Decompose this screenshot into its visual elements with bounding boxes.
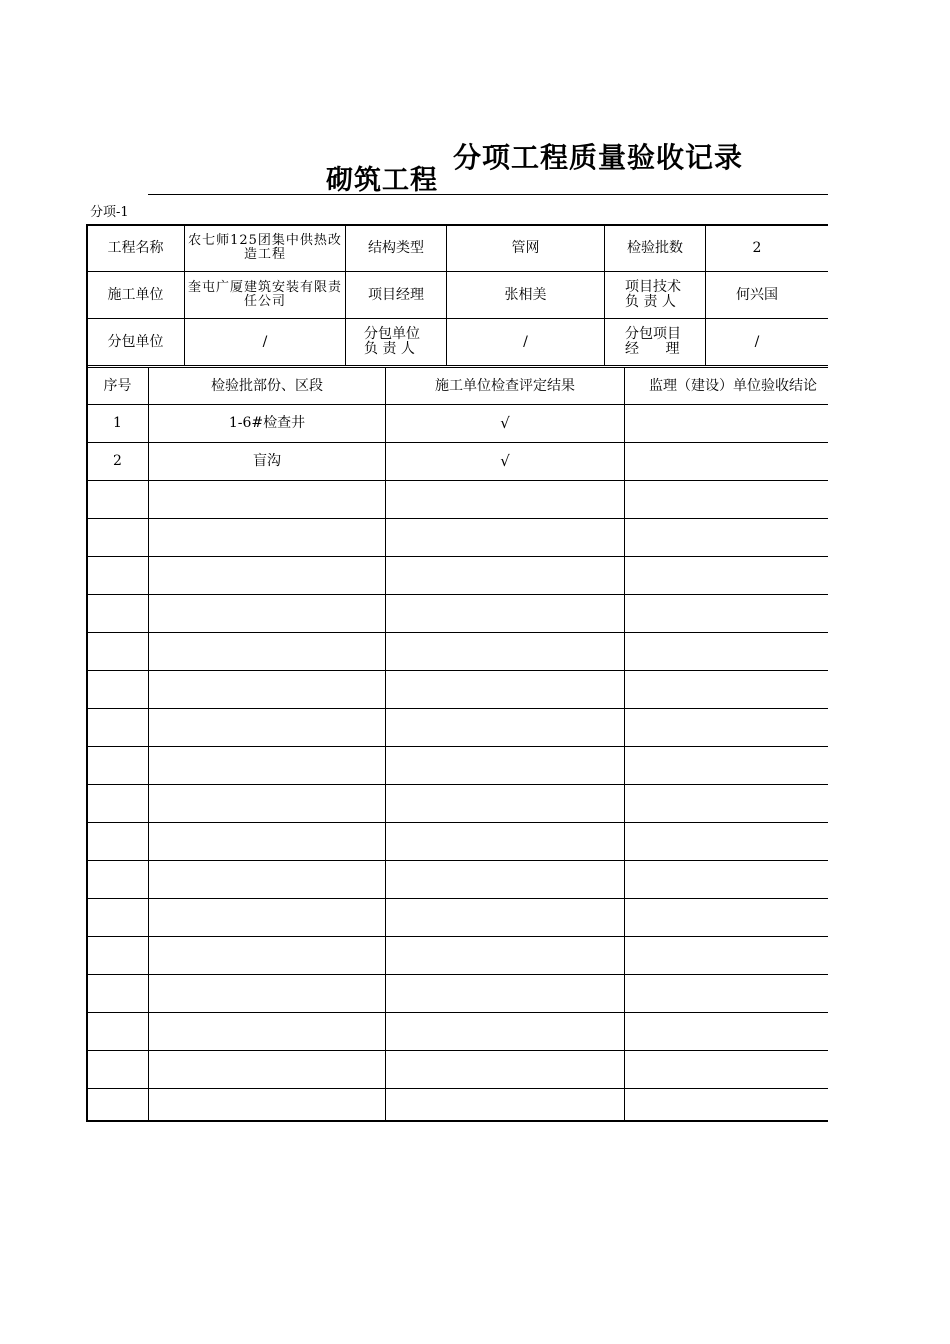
inspection-form xyxy=(86,224,828,1122)
empty-cell xyxy=(149,747,386,785)
empty-cell xyxy=(625,747,829,785)
empty-cell xyxy=(87,823,149,861)
empty-cell xyxy=(386,861,625,899)
empty-cell xyxy=(149,633,386,671)
empty-cell xyxy=(386,671,625,709)
empty-cell xyxy=(625,823,829,861)
empty-cell xyxy=(386,481,625,519)
empty-cell xyxy=(87,899,149,937)
empty-cell xyxy=(87,557,149,595)
sub-lead-label-line-1: 分包单位 xyxy=(364,326,420,342)
table-row-empty xyxy=(87,785,829,823)
form-code: 分项-1 xyxy=(90,205,129,220)
table-row-empty xyxy=(87,557,829,595)
table-row-empty xyxy=(87,861,829,899)
empty-cell xyxy=(386,937,625,975)
empty-cell xyxy=(625,975,829,1013)
empty-cell xyxy=(149,481,386,519)
table-row-empty xyxy=(87,975,829,1013)
empty-cell xyxy=(625,519,829,557)
tech-lead-label-line-1: 项目技术 xyxy=(625,279,681,295)
empty-cell xyxy=(87,975,149,1013)
empty-cell xyxy=(149,595,386,633)
empty-cell xyxy=(625,899,829,937)
row-supervisor-result xyxy=(625,443,829,481)
empty-cell xyxy=(386,519,625,557)
subcontractor-label: 分包单位 xyxy=(87,319,185,366)
row-supervisor-result xyxy=(625,405,829,443)
table-row-empty xyxy=(87,519,829,557)
project-manager-label: 项目经理 xyxy=(346,272,447,319)
project-manager-value: 张相美 xyxy=(447,272,605,319)
empty-cell xyxy=(386,899,625,937)
project-name-label: 工程名称 xyxy=(87,225,185,272)
contractor-label: 施工单位 xyxy=(87,272,185,319)
empty-cell xyxy=(87,937,149,975)
empty-cell xyxy=(625,1089,829,1123)
empty-cell xyxy=(87,785,149,823)
empty-cell xyxy=(149,975,386,1013)
table-row-empty xyxy=(87,481,829,519)
title-underline xyxy=(148,194,828,195)
empty-cell xyxy=(386,747,625,785)
empty-cell xyxy=(149,899,386,937)
empty-cell xyxy=(149,709,386,747)
empty-cell xyxy=(149,557,386,595)
sub-manager-label xyxy=(605,319,706,366)
batch-table-header xyxy=(87,368,829,405)
batch-count-label: 检验批数 xyxy=(605,225,706,272)
empty-cell xyxy=(87,519,149,557)
row-seq: 2 xyxy=(87,443,149,481)
sub-manager-label-line-1: 分包项目 xyxy=(625,326,681,342)
empty-cell xyxy=(87,1051,149,1089)
empty-cell xyxy=(87,1089,149,1123)
table-row xyxy=(87,443,829,481)
project-info-table xyxy=(86,224,828,366)
info-row-subcontractor xyxy=(87,319,829,366)
empty-cell xyxy=(386,823,625,861)
structure-type-value: 管网 xyxy=(447,225,605,272)
row-seq: 1 xyxy=(87,405,149,443)
empty-cell xyxy=(386,1013,625,1051)
subcontractor-value: / xyxy=(185,319,346,366)
row-contractor-result: √ xyxy=(386,405,625,443)
empty-cell xyxy=(625,1051,829,1089)
empty-cell xyxy=(625,595,829,633)
empty-cell xyxy=(149,519,386,557)
empty-cell xyxy=(87,595,149,633)
empty-cell xyxy=(386,633,625,671)
empty-cell xyxy=(625,937,829,975)
table-row-empty xyxy=(87,937,829,975)
empty-cell xyxy=(149,1013,386,1051)
sub-manager-value: / xyxy=(706,319,829,366)
empty-cell xyxy=(625,481,829,519)
table-row-empty xyxy=(87,595,829,633)
sub-lead-label xyxy=(346,319,447,366)
row-part: 1-6#检查井 xyxy=(149,405,386,443)
empty-cell xyxy=(87,747,149,785)
page-title: 分项工程质量验收记录 xyxy=(453,141,744,174)
batch-count-value: 2 xyxy=(706,225,829,272)
empty-cell xyxy=(149,1089,386,1123)
structure-type-label: 结构类型 xyxy=(346,225,447,272)
table-row-empty xyxy=(87,709,829,747)
table-row-empty xyxy=(87,823,829,861)
empty-cell xyxy=(386,1051,625,1089)
contractor-value: 奎屯广厦建筑安装有限责任公司 xyxy=(185,272,346,319)
tech-lead-label-line-2: 负 责 人 xyxy=(625,294,676,310)
empty-cell xyxy=(625,861,829,899)
header-part: 检验批部份、区段 xyxy=(149,368,386,405)
header-supervisor-result: 监理（建设）单位验收结论 xyxy=(625,368,829,405)
inspection-batch-table xyxy=(86,367,828,1122)
empty-cell xyxy=(386,785,625,823)
empty-cell xyxy=(87,481,149,519)
sub-manager-label-line-2: 经 理 xyxy=(625,341,680,357)
row-part: 盲沟 xyxy=(149,443,386,481)
header-seq: 序号 xyxy=(87,368,149,405)
tech-lead-value: 何兴国 xyxy=(706,272,829,319)
empty-cell xyxy=(149,671,386,709)
empty-cell xyxy=(386,595,625,633)
empty-cell xyxy=(625,709,829,747)
empty-cell xyxy=(625,557,829,595)
empty-cell xyxy=(625,633,829,671)
table-row-empty xyxy=(87,747,829,785)
table-row-empty xyxy=(87,1051,829,1089)
table-row-empty xyxy=(87,1089,829,1123)
empty-cell xyxy=(625,671,829,709)
empty-cell xyxy=(87,671,149,709)
empty-cell xyxy=(87,1013,149,1051)
empty-cell xyxy=(625,1013,829,1051)
subtitle-work-type: 砌筑工程 xyxy=(326,165,438,196)
info-row-project xyxy=(87,225,829,272)
table-row-empty xyxy=(87,633,829,671)
empty-cell xyxy=(386,975,625,1013)
project-name-value: 农七师125团集中供热改造工程 xyxy=(185,225,346,272)
empty-cell xyxy=(87,861,149,899)
sub-lead-value: / xyxy=(447,319,605,366)
empty-cell xyxy=(386,557,625,595)
empty-cell xyxy=(149,785,386,823)
tech-lead-label xyxy=(605,272,706,319)
empty-cell xyxy=(386,709,625,747)
empty-cell xyxy=(149,861,386,899)
info-row-contractor xyxy=(87,272,829,319)
table-row xyxy=(87,405,829,443)
empty-cell xyxy=(87,633,149,671)
empty-cell xyxy=(625,785,829,823)
empty-cell xyxy=(149,1051,386,1089)
empty-cell xyxy=(87,709,149,747)
empty-cell xyxy=(149,937,386,975)
table-row-empty xyxy=(87,1013,829,1051)
sub-lead-label-line-2: 负 责 人 xyxy=(364,341,415,357)
header-contractor-result: 施工单位检查评定结果 xyxy=(386,368,625,405)
empty-cell xyxy=(149,823,386,861)
row-contractor-result: √ xyxy=(386,443,625,481)
table-row-empty xyxy=(87,899,829,937)
empty-cell xyxy=(386,1089,625,1123)
table-row-empty xyxy=(87,671,829,709)
